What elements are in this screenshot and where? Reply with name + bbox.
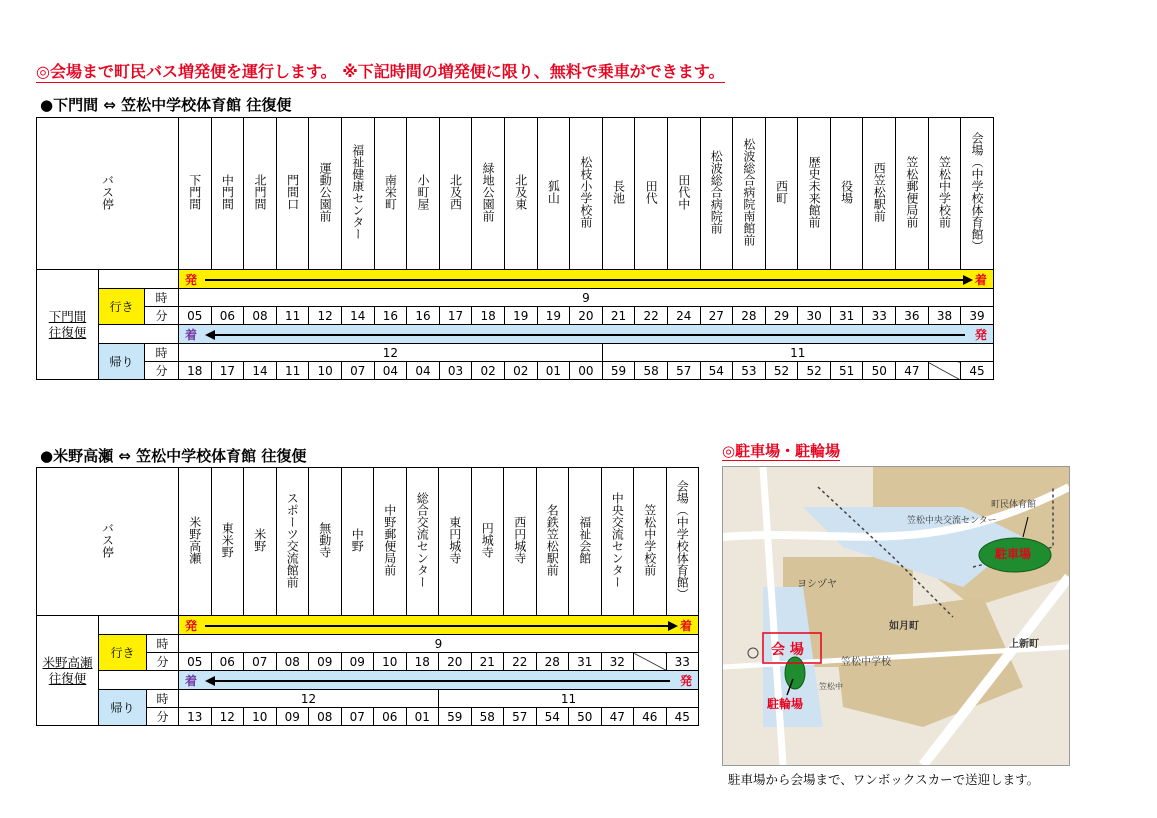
stop-name: 総合交流センター xyxy=(415,492,430,588)
outbound-minute: 32 xyxy=(601,653,634,671)
outbound-minute: 16 xyxy=(374,307,407,325)
inbound-minute: 57 xyxy=(504,708,537,726)
inbound-minute: 45 xyxy=(961,362,994,380)
route2-title: ●米野高瀬 ⇔ 笠松中学校体育館 往復便 xyxy=(40,447,307,465)
inbound-minute: 06 xyxy=(374,708,407,726)
inbound-minute: 50 xyxy=(569,708,602,726)
stop-name: 笠松郵便局前 xyxy=(904,156,919,228)
outbound-minute: 20 xyxy=(570,307,603,325)
outbound-minute: 09 xyxy=(309,653,342,671)
inbound-minute: 07 xyxy=(341,708,374,726)
inbound-minute: 59 xyxy=(602,362,635,380)
outbound-minute: 19 xyxy=(537,307,570,325)
parking-title: ◎駐車場・駐輪場 xyxy=(722,442,841,460)
hour-label: 時 xyxy=(156,637,169,651)
outbound-label: 行き xyxy=(110,646,135,660)
outbound-minute: 20 xyxy=(439,653,472,671)
route-label-cell xyxy=(37,270,99,380)
stop-name: 西笠松駅前 xyxy=(872,162,887,222)
route-label-cell xyxy=(37,616,99,726)
stop-name: 北門間 xyxy=(252,174,267,210)
inbound-label: 帰り xyxy=(110,701,135,715)
inbound-minute: 52 xyxy=(765,362,798,380)
outbound-minute: 21 xyxy=(471,653,504,671)
outbound-minute: 39 xyxy=(961,307,994,325)
stop-name: 西町 xyxy=(774,180,789,204)
arrive-mark: 着 xyxy=(679,619,692,633)
inbound-minute: 01 xyxy=(537,362,570,380)
busstop-label: バス停 xyxy=(100,522,115,558)
arrive-mark: 着 xyxy=(185,674,198,688)
inbound-minute: 47 xyxy=(896,362,929,380)
parking-caption: 駐車場から会場まで、ワンボックスカーで送迎します。 xyxy=(728,772,1040,787)
minute-label: 分 xyxy=(155,309,168,323)
map-label-center: 笠松中央交流センター xyxy=(907,516,997,526)
map-label-venue: 会 場 xyxy=(771,642,804,658)
depart-mark: 発 xyxy=(679,674,692,688)
no-stop-cell xyxy=(928,362,961,380)
stop-name: 下門間 xyxy=(187,174,202,210)
map-label-town1: 如月町 xyxy=(889,621,919,632)
inbound-minute: 09 xyxy=(276,708,309,726)
map-label-store: ヨシヅヤ xyxy=(797,579,837,590)
inbound-hour-b: 11 xyxy=(560,691,577,706)
outbound-minute: 19 xyxy=(504,307,537,325)
outbound-minute: 38 xyxy=(928,307,961,325)
hour-label: 時 xyxy=(155,346,168,360)
inbound-minute: 04 xyxy=(407,362,440,380)
outbound-minute: 21 xyxy=(602,307,635,325)
no-stop-cell xyxy=(634,653,667,671)
inbound-minute: 08 xyxy=(309,708,342,726)
inbound-minute: 10 xyxy=(244,708,277,726)
outbound-minute: 24 xyxy=(667,307,700,325)
inbound-minute: 47 xyxy=(601,708,634,726)
busstop-label: バス停 xyxy=(100,174,115,210)
inbound-arrow xyxy=(179,325,994,344)
inbound-arrow xyxy=(179,671,699,690)
outbound-minute: 07 xyxy=(244,653,277,671)
headline: ◎会場まで町民バス増発便を運行します。 ※下記時間の増発便に限り、無料で乗車ができます。 xyxy=(36,62,725,81)
inbound-minute: 58 xyxy=(635,362,668,380)
outbound-arrow xyxy=(179,616,699,635)
stop-name: 米野高瀬 xyxy=(187,516,202,564)
inbound-label: 帰り xyxy=(109,355,134,369)
inbound-minute: 00 xyxy=(570,362,603,380)
inbound-minute: 54 xyxy=(700,362,733,380)
inbound-minute: 03 xyxy=(439,362,472,380)
stop-name: 米野 xyxy=(252,528,267,552)
route-label: 下門間 xyxy=(48,308,87,324)
inbound-minute: 53 xyxy=(733,362,766,380)
outbound-minute: 18 xyxy=(472,307,505,325)
inbound-minute: 01 xyxy=(406,708,439,726)
route-label-sub: 往復便 xyxy=(48,670,87,686)
stop-name: 会場（中学校体育館） xyxy=(970,132,985,252)
outbound-minute: 31 xyxy=(830,307,863,325)
outbound-minute: 28 xyxy=(733,307,766,325)
stop-name: 名鉄笠松駅前 xyxy=(545,504,560,576)
stop-name: 田代中 xyxy=(676,174,691,210)
inbound-minute: 52 xyxy=(798,362,831,380)
depart-mark: 発 xyxy=(974,328,987,342)
inbound-hour-a: 12 xyxy=(300,691,317,706)
outbound-minute: 30 xyxy=(798,307,831,325)
inbound-minute: 45 xyxy=(666,708,699,726)
stop-name: 田代 xyxy=(644,180,659,204)
stop-name: 無動寺 xyxy=(317,522,332,558)
stop-name: 西円城寺 xyxy=(512,516,527,564)
minute-label: 分 xyxy=(155,364,168,378)
route-label-sub: 往復便 xyxy=(48,324,87,340)
stop-name: 松波総合病院南館前 xyxy=(741,138,756,246)
inbound-minute: 18 xyxy=(179,362,212,380)
stop-name: 南栄町 xyxy=(383,174,398,210)
outbound-arrow xyxy=(179,270,994,289)
stop-name: 東米野 xyxy=(220,522,235,558)
outbound-hour: 9 xyxy=(434,636,443,651)
route-label: 米野高瀬 xyxy=(42,654,93,670)
stop-name: 中野郵便局前 xyxy=(382,504,397,576)
inbound-minute: 54 xyxy=(536,708,569,726)
map-label-chu: 笠松中 xyxy=(819,682,843,691)
outbound-minute: 08 xyxy=(276,653,309,671)
inbound-minute: 17 xyxy=(211,362,244,380)
map-label-town2: 上新町 xyxy=(1009,639,1039,650)
stop-name: 歴史未来館前 xyxy=(807,156,822,228)
outbound-minute: 36 xyxy=(896,307,929,325)
inbound-minute: 02 xyxy=(504,362,537,380)
stop-name: 笠松中学校前 xyxy=(937,156,952,228)
outbound-minute: 14 xyxy=(341,307,374,325)
arrive-mark: 着 xyxy=(185,328,198,342)
minute-label: 分 xyxy=(156,710,169,724)
inbound-minute: 59 xyxy=(439,708,472,726)
stop-name: 笠松中学校前 xyxy=(642,504,657,576)
outbound-hour: 9 xyxy=(582,290,590,305)
outbound-minute: 33 xyxy=(863,307,896,325)
outbound-minute: 06 xyxy=(211,307,244,325)
stop-name: 北及西 xyxy=(448,174,463,210)
route1-title: ●下門間 ⇔ 笠松中学校体育館 往復便 xyxy=(40,96,292,114)
outbound-minute: 22 xyxy=(635,307,668,325)
stop-name: 役場 xyxy=(839,180,854,204)
depart-mark: 発 xyxy=(185,619,198,633)
stop-name: 小町屋 xyxy=(415,174,430,210)
stop-name: 松枝小学校前 xyxy=(578,156,593,228)
inbound-minute: 51 xyxy=(830,362,863,380)
outbound-minute: 10 xyxy=(374,653,407,671)
inbound-minute: 50 xyxy=(863,362,896,380)
inbound-hour-a: 12 xyxy=(382,345,398,360)
inbound-minute: 07 xyxy=(341,362,374,380)
outbound-minute: 28 xyxy=(536,653,569,671)
stop-name: 中門間 xyxy=(220,174,235,210)
stop-name: 円城寺 xyxy=(480,522,495,558)
stop-name: 松波総合病院前 xyxy=(709,150,724,234)
stop-name: 福祉健康センター xyxy=(350,144,365,240)
inbound-minute: 12 xyxy=(211,708,244,726)
stop-name: 長池 xyxy=(611,180,626,204)
outbound-minute: 31 xyxy=(569,653,602,671)
outbound-minute: 12 xyxy=(309,307,342,325)
stop-name: 狐山 xyxy=(546,180,561,204)
outbound-minute: 09 xyxy=(341,653,374,671)
stop-name: 北及東 xyxy=(513,174,528,210)
stop-name: 中央交流センター xyxy=(610,492,625,588)
route1-table xyxy=(36,117,994,380)
stop-name: 福祉会館 xyxy=(577,516,592,564)
inbound-minute: 02 xyxy=(472,362,505,380)
outbound-label: 行き xyxy=(109,300,134,314)
map-label-car-park: 駐車場 xyxy=(995,547,1032,561)
map-label-gym: 町民体育館 xyxy=(991,500,1037,510)
inbound-minute: 46 xyxy=(634,708,667,726)
map-label-school: 笠松中学校 xyxy=(841,657,891,668)
stop-name: 緑地公園前 xyxy=(481,162,496,222)
map-graphic xyxy=(723,467,1069,765)
stop-name: スポーツ交流館前 xyxy=(285,492,300,588)
outbound-minute: 05 xyxy=(179,653,212,671)
route2-table xyxy=(36,467,699,726)
inbound-minute: 58 xyxy=(471,708,504,726)
outbound-minute: 05 xyxy=(179,307,212,325)
minute-label: 分 xyxy=(156,655,169,669)
outbound-minute: 29 xyxy=(765,307,798,325)
stop-name: 運動公園前 xyxy=(318,162,333,222)
inbound-minute: 14 xyxy=(244,362,277,380)
outbound-minute: 17 xyxy=(439,307,472,325)
outbound-minute: 22 xyxy=(504,653,537,671)
inbound-minute: 11 xyxy=(276,362,309,380)
outbound-minute: 11 xyxy=(276,307,309,325)
parking-map xyxy=(722,466,1070,766)
inbound-minute: 04 xyxy=(374,362,407,380)
outbound-minute: 16 xyxy=(407,307,440,325)
outbound-minute: 06 xyxy=(211,653,244,671)
inbound-hour-b: 11 xyxy=(790,345,806,360)
stop-name: 中野 xyxy=(350,528,365,552)
inbound-minute: 57 xyxy=(667,362,700,380)
arrive-mark: 着 xyxy=(974,273,987,287)
stop-name: 会場（中学校体育館） xyxy=(675,480,690,600)
outbound-minute: 27 xyxy=(700,307,733,325)
outbound-minute: 08 xyxy=(244,307,277,325)
outbound-minute: 33 xyxy=(666,653,699,671)
hour-label: 時 xyxy=(155,291,168,305)
hour-label: 時 xyxy=(156,692,169,706)
outbound-minute: 18 xyxy=(406,653,439,671)
stop-name: 門間口 xyxy=(285,174,300,210)
map-label-bike-park: 駐輪場 xyxy=(767,697,804,711)
depart-mark: 発 xyxy=(185,273,198,287)
stop-name: 東円城寺 xyxy=(447,516,462,564)
inbound-minute: 10 xyxy=(309,362,342,380)
inbound-minute: 13 xyxy=(179,708,212,726)
